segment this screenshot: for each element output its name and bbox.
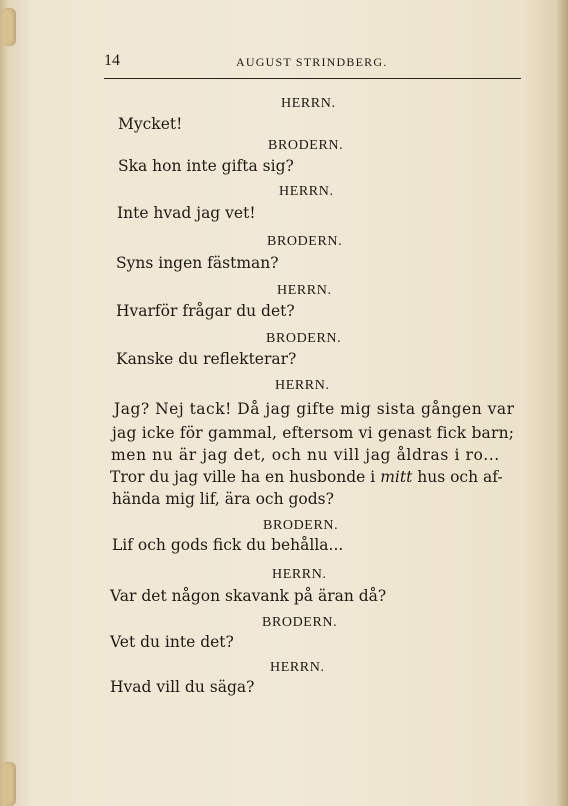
speaker-label: HERRN. bbox=[270, 660, 325, 675]
dialogue-line: Inte hvad jag vet! bbox=[117, 204, 256, 222]
dialogue-line: Vet du inte det? bbox=[110, 633, 234, 651]
speaker-label: BRODERN. bbox=[268, 138, 344, 153]
dialogue-line: Kanske du reflekterar? bbox=[116, 350, 297, 368]
page-left-edge bbox=[0, 0, 10, 806]
line-text: hus och af- bbox=[417, 468, 503, 486]
dialogue-line bbox=[110, 470, 503, 486]
dialogue-line: Syns ingen fästman? bbox=[116, 254, 279, 272]
speaker-label: HERRN. bbox=[281, 96, 336, 111]
dialogue-line: Lif och gods fick du behålla... bbox=[112, 536, 344, 554]
speaker-label: BRODERN. bbox=[267, 234, 343, 249]
speaker-label: BRODERN. bbox=[263, 518, 339, 533]
speaker-label: BRODERN. bbox=[262, 615, 338, 630]
page-tab-bottom bbox=[2, 762, 16, 806]
dialogue-line: Ska hon inte gifta sig? bbox=[118, 157, 294, 175]
speaker-label: HERRN. bbox=[275, 378, 330, 393]
dialogue-line: Mycket! bbox=[118, 115, 183, 133]
page-header bbox=[104, 52, 520, 72]
page-number: 14 bbox=[104, 52, 120, 69]
dialogue-line: Hvarför frågar du det? bbox=[116, 302, 295, 320]
running-title: AUGUST STRINDBERG. bbox=[236, 55, 388, 69]
header-rule bbox=[104, 78, 521, 79]
dialogue-line: hända mig lif, ära och gods? bbox=[112, 490, 334, 508]
dialogue-line: Var det någon skavank på äran då? bbox=[110, 587, 387, 605]
dialogue-line: Jag? Nej tack! Då jag gifte mig sista gången var bbox=[114, 400, 515, 418]
dialogue-line: men nu är jag det, och nu vill jag åldras i ro... bbox=[111, 446, 500, 464]
page-right-edge bbox=[554, 0, 568, 806]
speaker-label: BRODERN. bbox=[266, 331, 342, 346]
speaker-label: HERRN. bbox=[272, 567, 327, 582]
emphasized-word: mitt bbox=[380, 468, 413, 486]
speaker-label: HERRN. bbox=[279, 184, 334, 199]
speaker-label: HERRN. bbox=[277, 283, 332, 298]
page-tab-top bbox=[2, 8, 16, 46]
line-text: Tror du jag ville ha en husbonde i bbox=[110, 468, 376, 486]
dialogue-line: Hvad vill du säga? bbox=[110, 678, 255, 696]
dialogue-line: jag icke för gammal, eftersom vi genast fick barn; bbox=[112, 424, 515, 442]
